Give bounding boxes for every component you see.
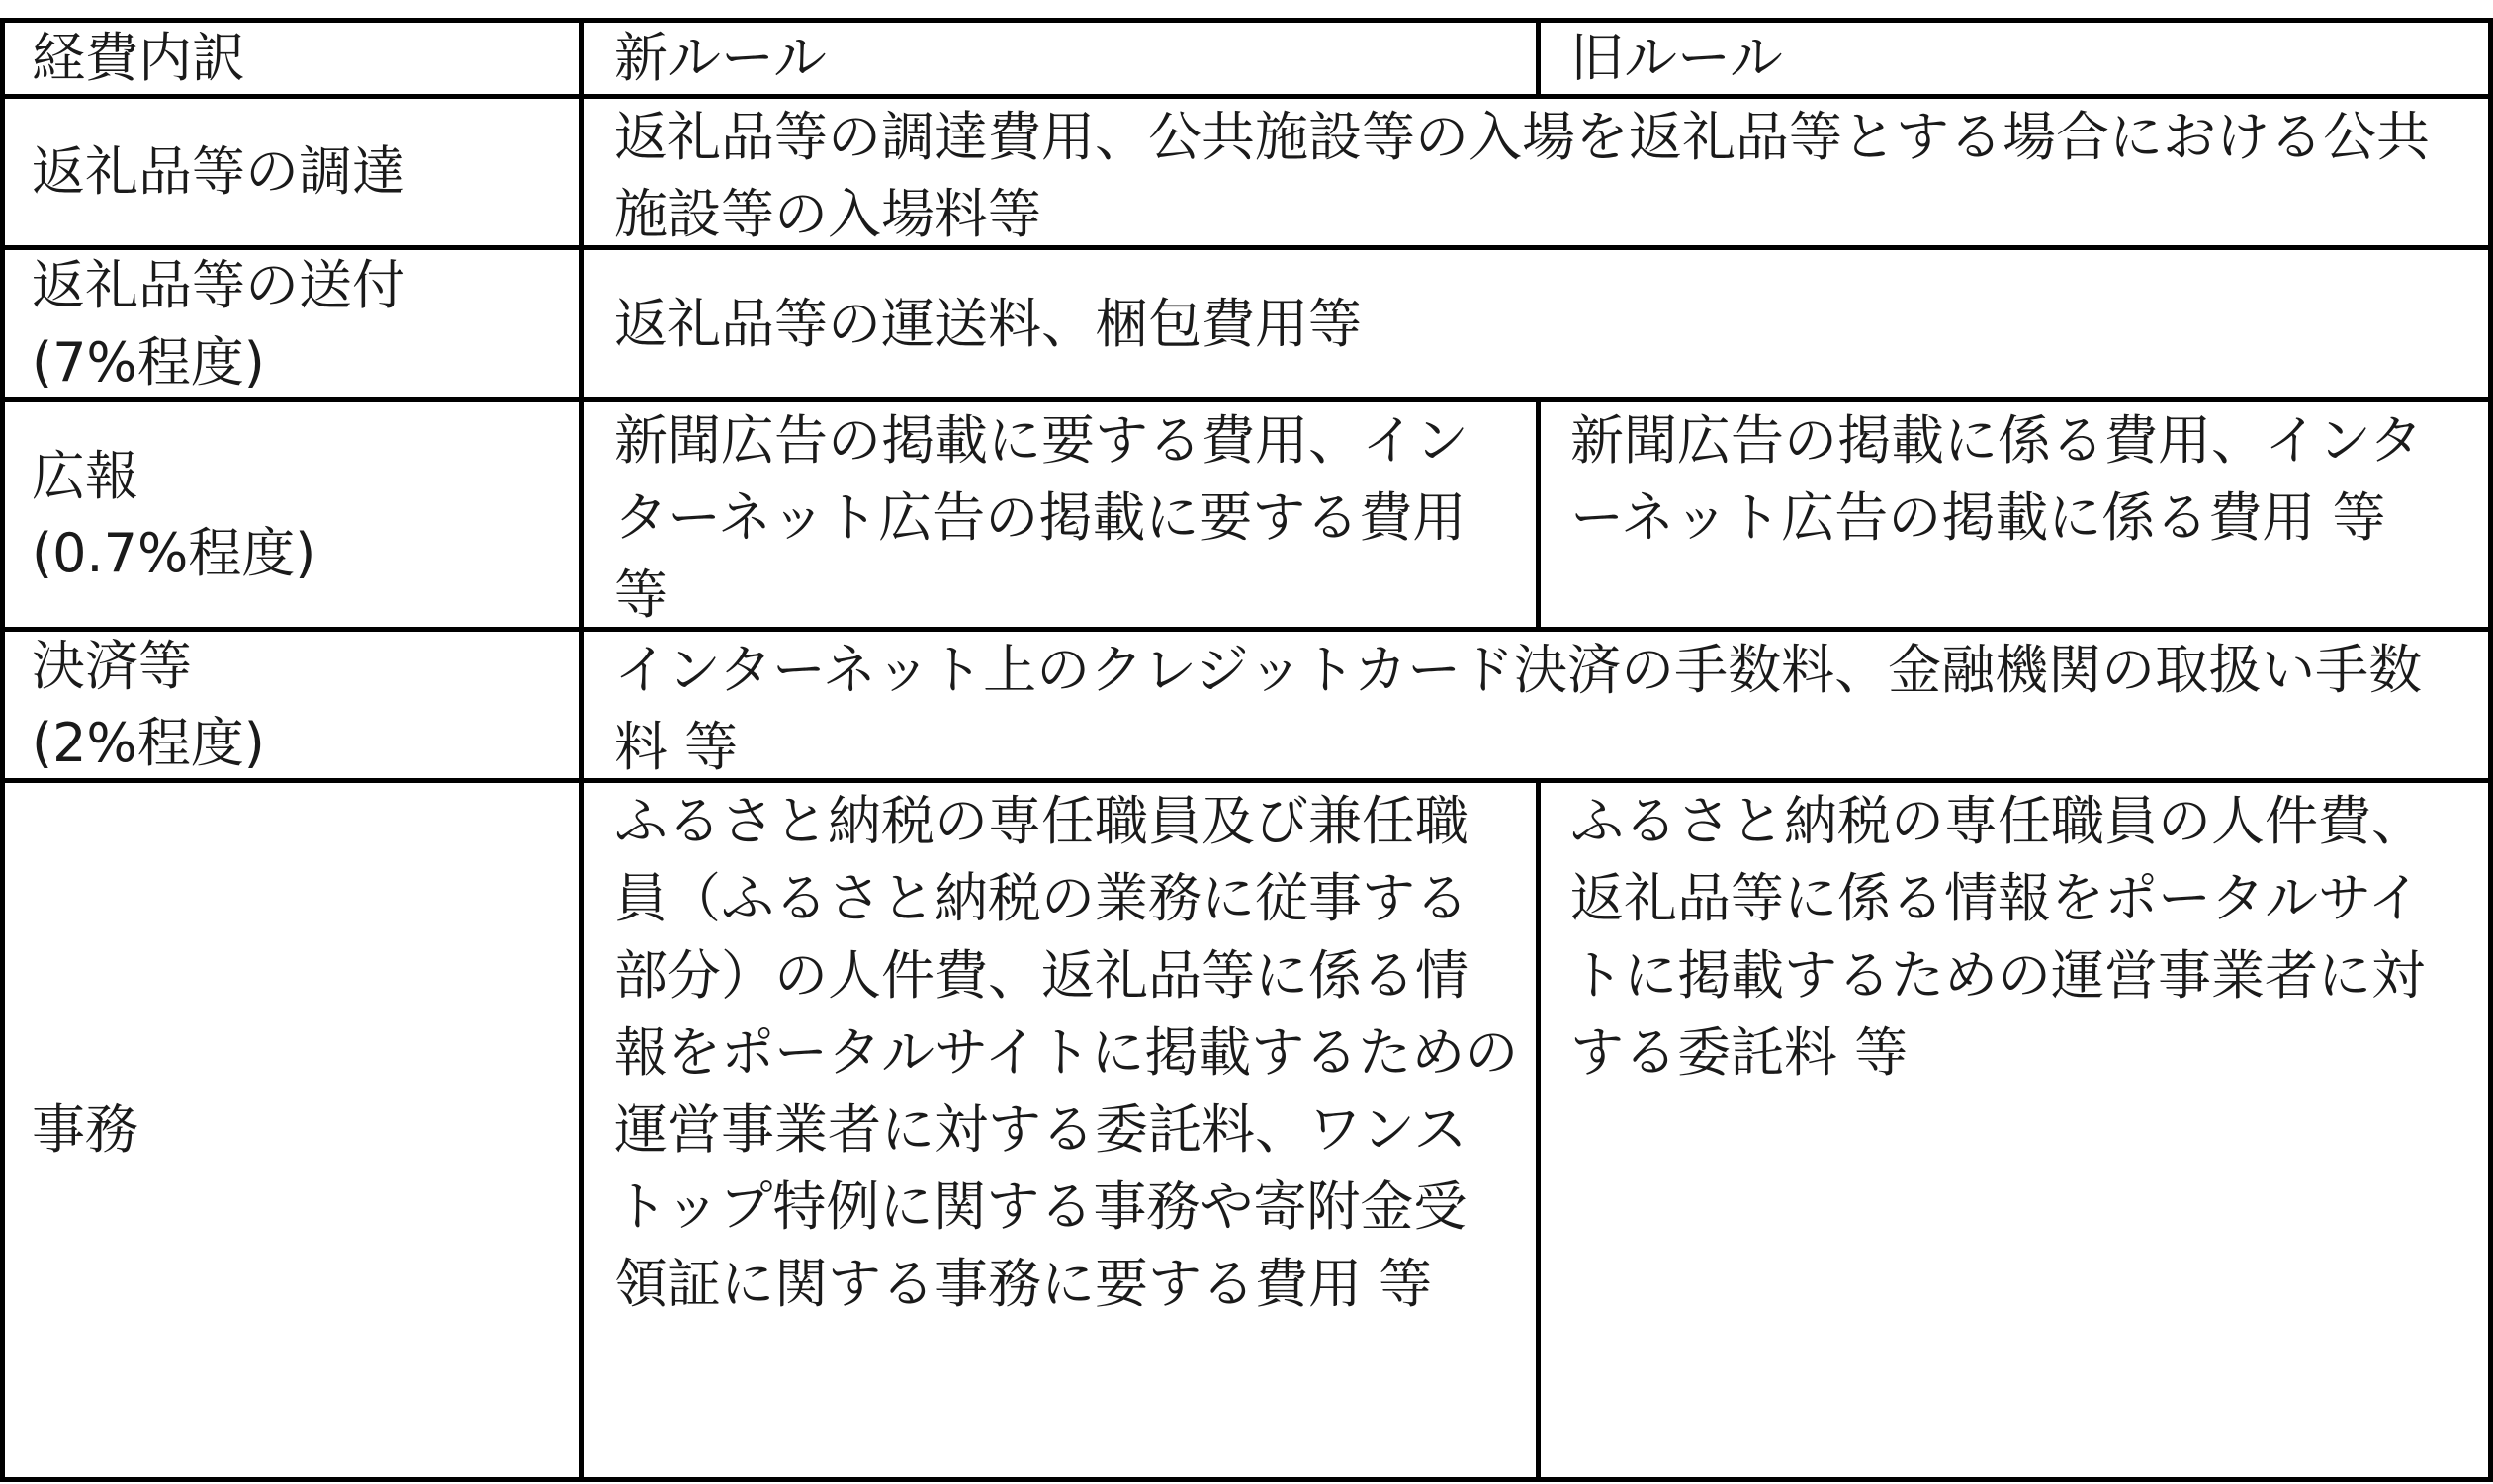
row-merged-text: 返礼品等の調達費用、公共施設等の入場を返礼品等とする場合における公共施設等の入場料等 bbox=[614, 106, 2430, 245]
row-new-rule-text: 新聞広告の掲載に要する費用、インターネット広告の掲載に要する費用 等 bbox=[614, 409, 1469, 626]
row-merged-text: 返礼品等の運送料、梱包費用等 bbox=[614, 292, 1362, 355]
header-cell-new-rule bbox=[584, 23, 1537, 94]
row-label-text: 返礼品等の調達 bbox=[32, 140, 405, 203]
row-old-rule-text: ふるさと納税の専任職員の人件費、返礼品等に係る情報をポータルサイトに掲載するための運営事業者に対する委託料 等 bbox=[1570, 790, 2425, 1084]
table-border-bottom bbox=[0, 1477, 2493, 1482]
header-cell-breakdown bbox=[2, 23, 580, 94]
row-label-procurement bbox=[2, 99, 580, 245]
row-label-settlement bbox=[2, 632, 580, 778]
header-new-rule-label: 新ルール bbox=[614, 27, 827, 89]
header-cell-old-rule bbox=[1541, 23, 2489, 94]
row-new-rule-cell-pr bbox=[584, 402, 1537, 627]
header-old-rule-label: 旧ルール bbox=[1570, 27, 1783, 89]
row-merged-cell-shipping bbox=[584, 250, 2489, 397]
row-label-text: 決済等 (2%程度) bbox=[32, 635, 265, 774]
row-new-rule-text: ふるさと納税の専任職員及び兼任職員（ふるさと納税の業務に従事する部分）の人件費、返礼品等に係る情報をポータルサイトに掲載するための運営事業者に対する委託料、ワンストップ特例に関する事務や寄附金受領証に関する事務に要する費用 等 bbox=[614, 790, 1519, 1315]
row-old-rule-text: 新聞広告の掲載に係る費用、インターネット広告の掲載に係る費用 等 bbox=[1570, 409, 2423, 549]
row-label-pr bbox=[2, 402, 580, 627]
row-old-rule-cell-administration bbox=[1541, 783, 2489, 1477]
row-old-rule-cell-pr bbox=[1541, 402, 2489, 627]
row-label-administration bbox=[2, 783, 580, 1477]
row-label-shipping bbox=[2, 250, 580, 397]
row-merged-cell-settlement bbox=[584, 632, 2489, 778]
row-merged-text: インターネット上のクレジットカード決済の手数料、金融機関の取扱い手数料 等 bbox=[614, 639, 2423, 778]
header-breakdown-label: 経費内訳 bbox=[32, 27, 245, 89]
row-label-text: 返礼品等の送付 (7%程度) bbox=[32, 253, 405, 393]
row-label-text: 事務 bbox=[32, 1098, 138, 1161]
row-label-text: 広報 (0.7%程度) bbox=[32, 444, 316, 584]
row-merged-cell-procurement bbox=[584, 99, 2489, 245]
row-new-rule-cell-administration bbox=[584, 783, 1537, 1477]
